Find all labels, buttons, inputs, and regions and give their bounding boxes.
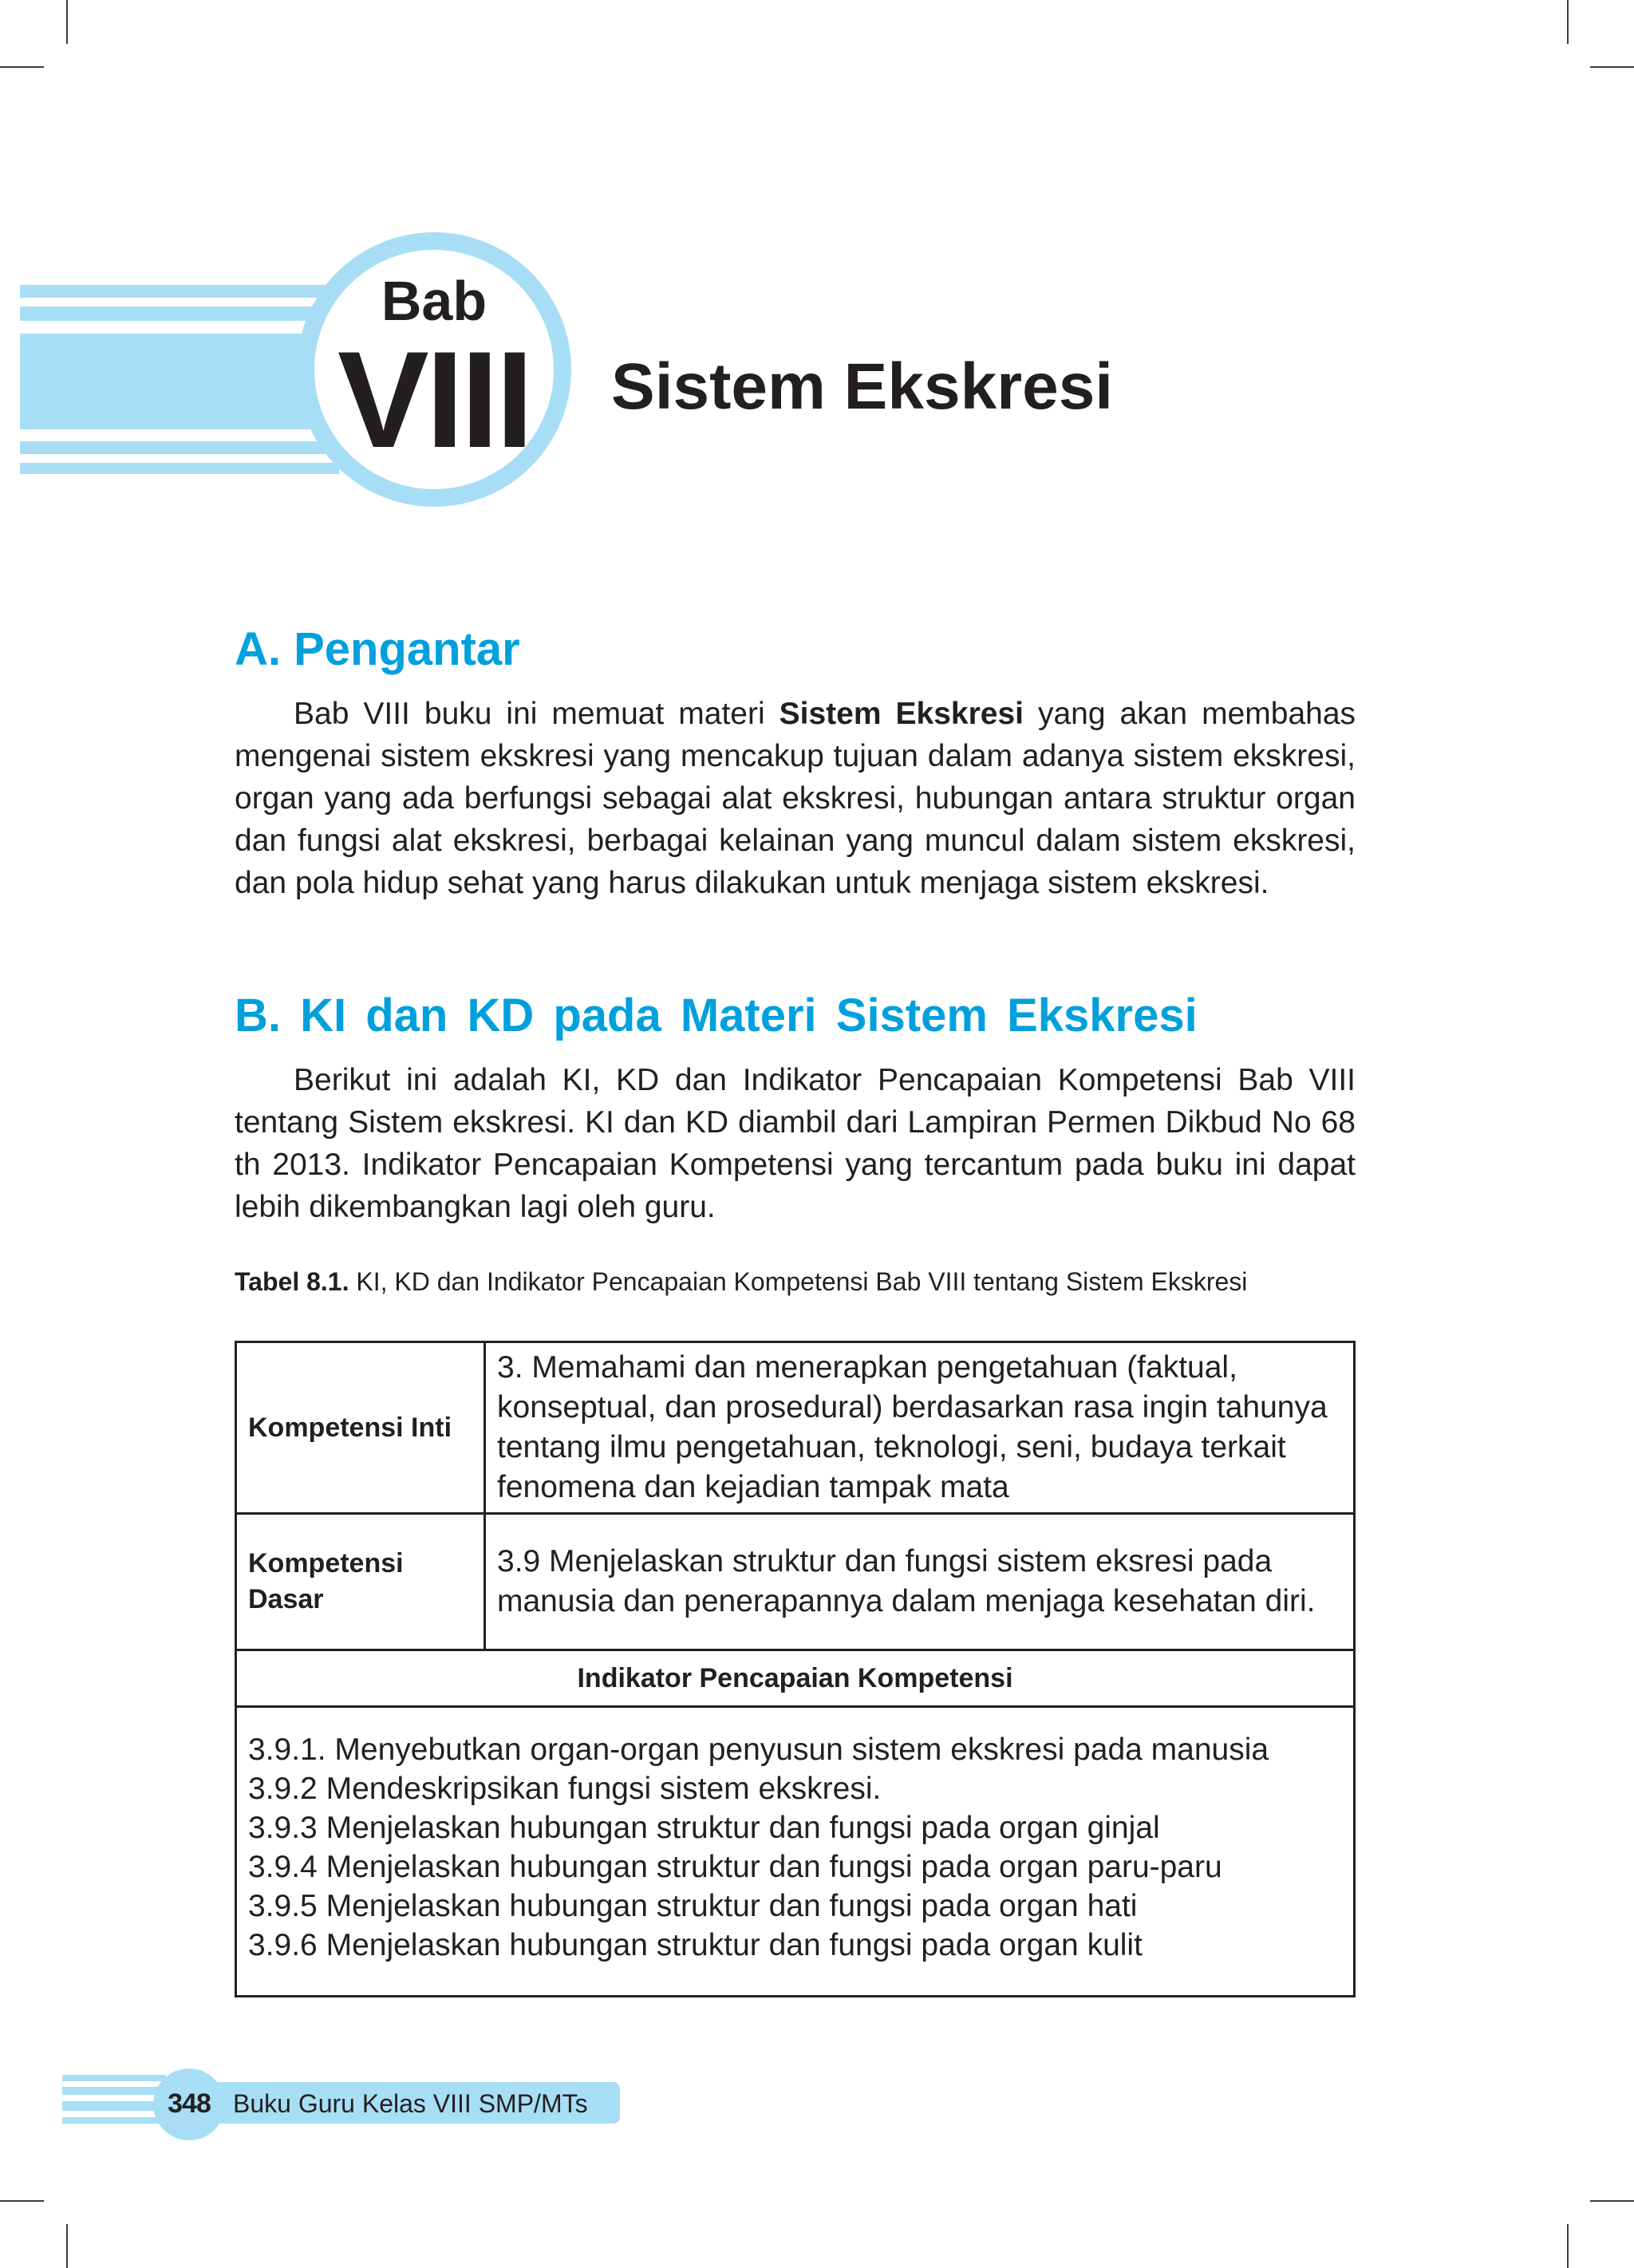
table-row: [236, 1707, 1355, 1997]
crop-mark: [66, 2224, 68, 2268]
table-row: [236, 1650, 1355, 1707]
kd-label: Kompetensi Dasar: [236, 1514, 485, 1650]
banner-stripe: [20, 306, 339, 321]
chapter-number: VIII: [337, 323, 531, 476]
ki-label: Kompetensi Inti: [236, 1342, 485, 1514]
competency-table: [235, 1341, 1356, 1997]
crop-mark: [66, 0, 68, 44]
para-text: Bab VIII buku ini memuat materi: [294, 697, 780, 731]
table-caption-text: KI, KD dan Indikator Pencapaian Kompetensi Bab VIII tentang Sistem Ekskresi: [349, 1267, 1248, 1296]
crop-mark: [1567, 2224, 1569, 2268]
ki-text: 3. Memahami dan menerapkan pengetahuan (faktual, konseptual, dan prosedural) berdasarkan rasa ingin tahunya tentang ilmu pengetahuan, teknologi, seni, budaya terkait fenomena dan kejadian tampak mata: [485, 1342, 1355, 1514]
chapter-word: Bab: [381, 270, 487, 332]
section-b-heading: B. KI dan KD pada Materi Sistem Ekskresi: [235, 990, 1198, 1041]
table-row: [236, 1342, 1355, 1514]
list-item: 3.9.6 Menjelaskan hubungan struktur dan fungsi pada organ kulit: [248, 1928, 1143, 1962]
para-text: Berikut ini adalah KI, KD dan Indikator Pencapaian Kompetensi Bab VIII tentang Sistem ekskresi. KI dan KD diambil dari Lampiran Permen Dikbud No 68 th 2013. Indikator Pencapaian Kompetensi yang tercantum pada buku ini dapat lebih dikembangkan lagi oleh guru.: [235, 1063, 1356, 1224]
crop-mark: [1590, 66, 1634, 68]
book-title: Buku Guru Kelas VIII SMP/MTs: [233, 2089, 588, 2118]
crop-mark: [1567, 0, 1569, 44]
footer-stripe: [62, 2117, 166, 2124]
crop-mark: [1590, 2200, 1634, 2202]
section-a-paragraph: [235, 693, 1356, 904]
footer-stripe: [62, 2075, 166, 2081]
banner-stripe: [20, 463, 339, 474]
list-item: 3.9.1. Menyebutkan organ-organ penyusun sistem ekskresi pada manusia: [248, 1733, 1269, 1767]
table-row: [236, 1514, 1355, 1650]
kd-text: 3.9 Menjelaskan struktur dan fungsi sistem eksresi pada manusia dan penerapannya dalam menjaga kesehatan diri.: [485, 1514, 1355, 1650]
para-text: yang akan membahas mengenai sistem ekskresi yang mencakup tujuan dalam adanya sistem ekskresi, organ yang ada berfungsi sebagai alat ekskresi, hubungan antara struktur organ dan fungsi alat ekskresi, berbagai kelainan yang muncul dalam sistem ekskresi, dan pola hidup sehat yang harus dilakukan untuk menjaga sistem ekskresi.: [235, 697, 1356, 900]
footer-stripe: [62, 2101, 166, 2111]
list-item: 3.9.5 Menjelaskan hubungan struktur dan fungsi pada organ hati: [248, 1889, 1138, 1923]
section-a-heading: A. Pengantar: [235, 623, 520, 675]
chapter-title: Sistem Ekskresi: [611, 350, 1114, 423]
indikator-list: [236, 1707, 1355, 1997]
list-item: 3.9.3 Menjelaskan hubungan struktur dan fungsi pada organ ginjal: [248, 1811, 1160, 1845]
section-b-paragraph: [235, 1059, 1356, 1228]
footer-stripe: [62, 2087, 166, 2095]
list-item: 3.9.2 Mendeskripsikan fungsi sistem ekskresi.: [248, 1772, 882, 1806]
crop-mark: [0, 2200, 44, 2202]
page-number: 348: [168, 2088, 211, 2119]
banner-stripe: [20, 334, 339, 429]
para-bold-text: Sistem Ekskresi: [779, 697, 1024, 731]
table-caption: [235, 1266, 1356, 1297]
banner-stripe: [20, 441, 339, 454]
table-caption-label: Tabel 8.1.: [235, 1267, 349, 1296]
crop-mark: [0, 66, 44, 68]
list-item: 3.9.4 Menjelaskan hubungan struktur dan fungsi pada organ paru-paru: [248, 1850, 1222, 1884]
banner-stripe: [20, 285, 339, 298]
indikator-header: Indikator Pencapaian Kompetensi: [236, 1650, 1355, 1707]
